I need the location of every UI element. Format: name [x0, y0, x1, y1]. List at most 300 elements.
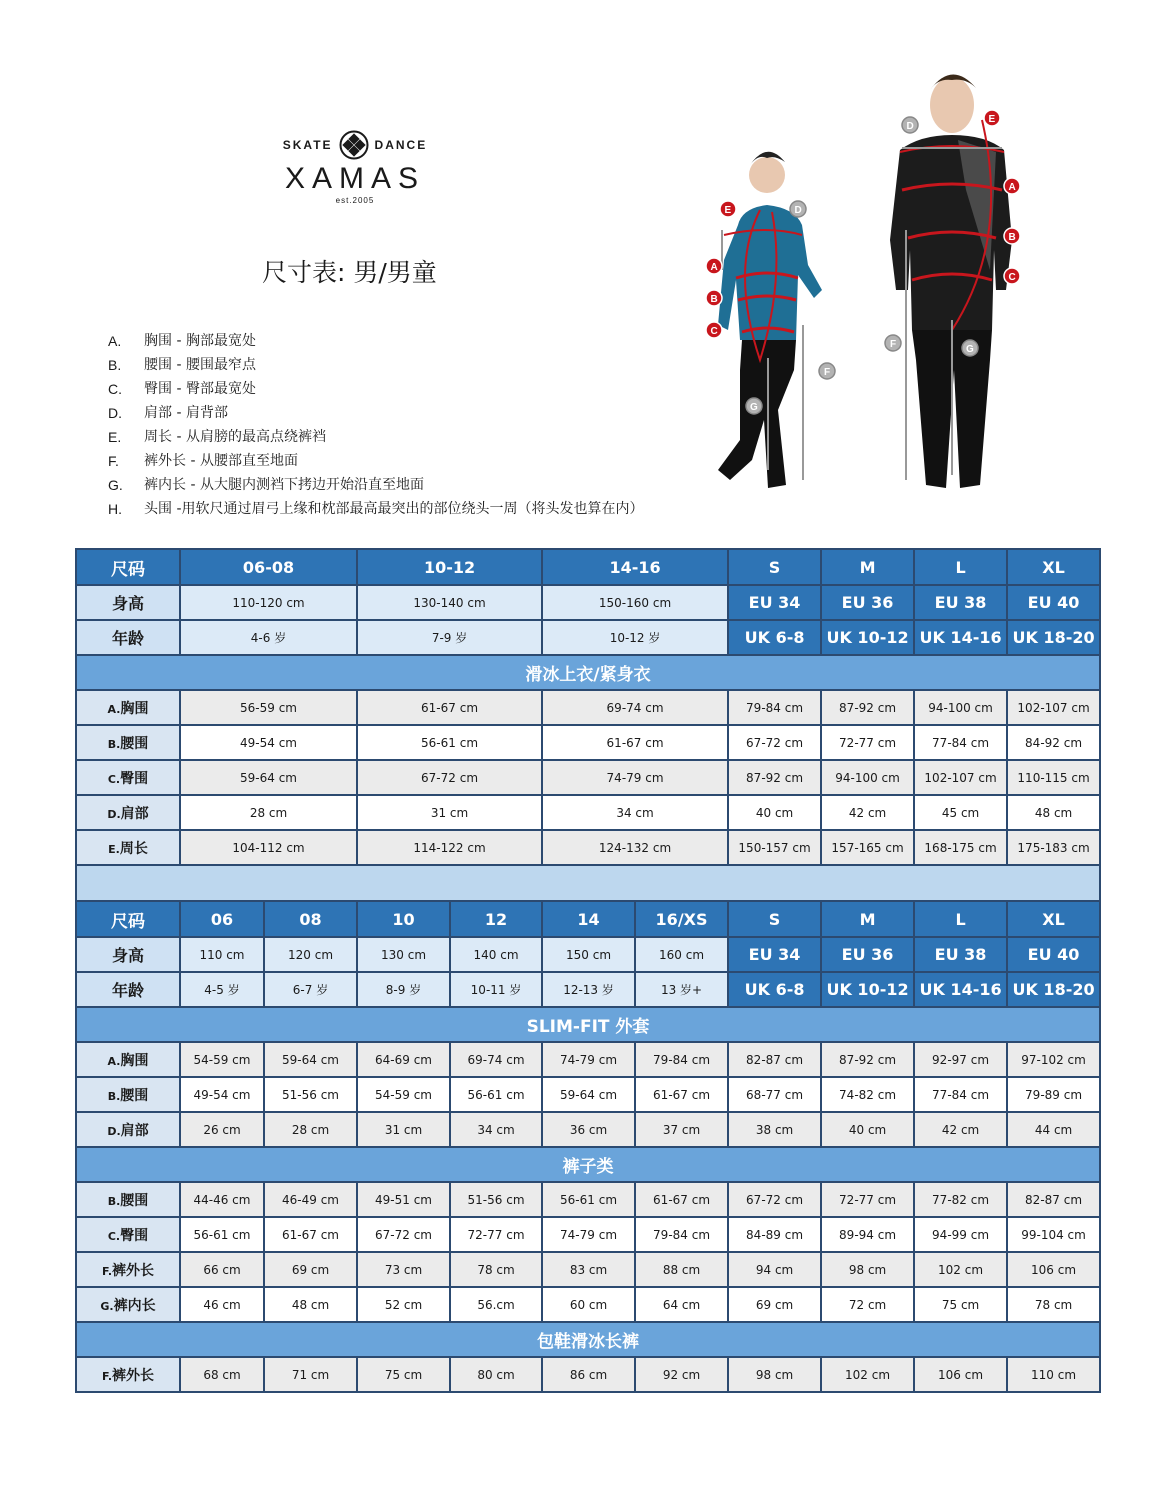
measurement-cell: 51-56 cm [264, 1077, 357, 1112]
marker-b-man [1004, 228, 1020, 244]
measurement-cell: 61-67 cm [264, 1217, 357, 1252]
legend-letter: A. [108, 333, 122, 349]
height-cell: EU 36 [821, 937, 914, 972]
age-cell: UK 14-16 [914, 972, 1007, 1007]
measurement-cell: 87-92 cm [821, 690, 914, 725]
measurement-cell: 31 cm [357, 1112, 450, 1147]
legend-item [108, 404, 644, 428]
measurement-cell: 37 cm [635, 1112, 728, 1147]
measurement-cell: 79-84 cm [635, 1217, 728, 1252]
svg-text:C: C [1008, 272, 1016, 283]
measurement-cell: 157-165 cm [821, 830, 914, 865]
row-label-text: 肩部 [120, 1122, 149, 1139]
svg-text:D: D [794, 205, 802, 216]
measurement-cell: 87-92 cm [728, 760, 821, 795]
height-cell: EU 40 [1007, 585, 1100, 620]
measurement-cell: 82-87 cm [1007, 1182, 1100, 1217]
measurement-cell: 59-64 cm [542, 1077, 635, 1112]
measurement-cell: 77-84 cm [914, 1077, 1007, 1112]
measurement-cell: 94-100 cm [914, 690, 1007, 725]
height-cell: 110 cm [180, 937, 264, 972]
measurement-cell: 54-59 cm [357, 1077, 450, 1112]
legend-text: 腰围 - 腰围最窄点 [144, 357, 256, 373]
row-label-prefix: D. [107, 1124, 121, 1138]
measurement-cell: 77-84 cm [914, 725, 1007, 760]
measurement-label-cell [76, 690, 180, 725]
height-cell: EU 38 [914, 937, 1007, 972]
age-cell: UK 10-12 [821, 620, 914, 655]
measurement-cell: 52 cm [357, 1287, 450, 1322]
measurement-cell: 110 cm [1007, 1357, 1100, 1392]
measurement-cell: 56-59 cm [180, 690, 357, 725]
row-label-text: 胸围 [120, 700, 149, 717]
measurement-cell: 110-115 cm [1007, 760, 1100, 795]
measurement-cell: 82-87 cm [728, 1042, 821, 1077]
table-row [76, 830, 1100, 865]
measurement-cell: 60 cm [542, 1287, 635, 1322]
row-label-prefix: A. [107, 702, 121, 716]
measurement-cell: 59-64 cm [264, 1042, 357, 1077]
measurement-cell: 66 cm [180, 1252, 264, 1287]
age-cell: 4-5 岁 [180, 972, 264, 1007]
row-label-text: 裤外长 [112, 1262, 155, 1279]
row-label-prefix: F. [101, 1264, 113, 1278]
marker-a-man [1004, 178, 1020, 194]
measurement-cell: 44 cm [1007, 1112, 1100, 1147]
measurement-cell: 38 cm [728, 1112, 821, 1147]
age-cell: 6-7 岁 [264, 972, 357, 1007]
measurement-label-cell [76, 1042, 180, 1077]
size-header-cell: 16/XS [635, 901, 728, 937]
measurement-cell: 98 cm [728, 1357, 821, 1392]
row-label-text: 胸围 [120, 1052, 149, 1069]
measurement-cell: 88 cm [635, 1252, 728, 1287]
height-label-cell: 身高 [76, 585, 180, 620]
measurement-cell: 28 cm [264, 1112, 357, 1147]
logo-name: XAMAS [284, 162, 426, 195]
measurement-cell: 168-175 cm [914, 830, 1007, 865]
measurement-cell: 54-59 cm [180, 1042, 264, 1077]
size-header-cell: 14-16 [542, 549, 728, 585]
measurement-cell: 86 cm [542, 1357, 635, 1392]
measurement-cell: 61-67 cm [635, 1182, 728, 1217]
age-cell: UK 6-8 [728, 620, 821, 655]
age-cell: 7-9 岁 [357, 620, 542, 655]
height-cell: EU 36 [821, 585, 914, 620]
measurement-cell: 69 cm [264, 1252, 357, 1287]
marker-e-man [984, 110, 1000, 126]
size-header-cell: L [914, 549, 1007, 585]
row-label-prefix: A. [107, 1054, 121, 1068]
svg-text:F: F [824, 367, 831, 378]
height-row [76, 585, 1100, 620]
size-header-cell: S [728, 901, 821, 937]
logo-word-dance: DANCE [374, 138, 428, 152]
svg-text:C: C [710, 326, 718, 337]
measurement-cell: 102 cm [821, 1357, 914, 1392]
measurement-cell: 45 cm [914, 795, 1007, 830]
measurement-cell: 40 cm [821, 1112, 914, 1147]
legend-letter: E. [108, 429, 122, 445]
height-cell: EU 38 [914, 585, 1007, 620]
section-title-cell: 包鞋滑冰长裤 [76, 1322, 1100, 1357]
height-cell: 150-160 cm [542, 585, 728, 620]
size-header-cell: M [821, 549, 914, 585]
section-title-cell: 滑冰上衣/紧身衣 [76, 655, 1100, 690]
measurement-label-cell [76, 1217, 180, 1252]
height-row [76, 937, 1100, 972]
age-cell: 4-6 岁 [180, 620, 357, 655]
age-cell: UK 14-16 [914, 620, 1007, 655]
marker-a-boy [706, 258, 722, 274]
measurement-label-cell [76, 1287, 180, 1322]
size-header-cell: XL [1007, 549, 1100, 585]
row-label-prefix: F. [101, 1369, 113, 1383]
svg-text:E: E [724, 205, 732, 216]
row-label-prefix: D. [107, 807, 121, 821]
measurement-cell: 31 cm [357, 795, 542, 830]
diamond-logo-icon [339, 130, 369, 160]
man-figure [890, 74, 1012, 488]
size-label-cell: 尺码 [76, 901, 180, 937]
legend-text: 头围 -用软尺通过眉弓上缘和枕部最高最突出的部位绕头一周（将头发也算在内） [144, 501, 644, 517]
page-title: 尺寸表: 男/男童 [262, 258, 437, 287]
size-header-cell: XL [1007, 901, 1100, 937]
measurement-cell: 98 cm [821, 1252, 914, 1287]
row-label-prefix: G. [100, 1299, 114, 1313]
measurement-cell: 84-89 cm [728, 1217, 821, 1252]
legend-text: 臀围 - 臀部最宽处 [144, 381, 256, 397]
svg-text:G: G [966, 344, 974, 355]
measurement-cell: 46 cm [180, 1287, 264, 1322]
measurement-cell: 46-49 cm [264, 1182, 357, 1217]
measurement-cell: 78 cm [1007, 1287, 1100, 1322]
legend-letter: B. [108, 357, 122, 373]
measurement-cell: 124-132 cm [542, 830, 728, 865]
measurement-cell: 34 cm [450, 1112, 542, 1147]
table-row [76, 690, 1100, 725]
row-label-prefix: B. [107, 1089, 121, 1103]
row-label-prefix: C. [107, 772, 121, 786]
measurement-cell: 87-92 cm [821, 1042, 914, 1077]
measurement-cell: 69-74 cm [542, 690, 728, 725]
marker-e-boy [720, 201, 736, 217]
measurement-cell: 102 cm [914, 1252, 1007, 1287]
height-cell: 150 cm [542, 937, 635, 972]
row-label-text: 裤内长 [113, 1297, 156, 1314]
measurement-cell: 77-82 cm [914, 1182, 1007, 1217]
height-label-cell: 身高 [76, 937, 180, 972]
svg-text:A: A [1008, 182, 1016, 193]
section-row [76, 1147, 1100, 1182]
age-cell: 10-11 岁 [450, 972, 542, 1007]
size-header-cell: 12 [450, 901, 542, 937]
measurement-cell: 67-72 cm [357, 760, 542, 795]
measurement-label-cell [76, 1077, 180, 1112]
measurement-cell: 64 cm [635, 1287, 728, 1322]
measurement-cell: 67-72 cm [728, 1182, 821, 1217]
measurement-cell: 40 cm [728, 795, 821, 830]
height-cell: 110-120 cm [180, 585, 357, 620]
measurement-label-cell [76, 1182, 180, 1217]
legend-item [108, 476, 644, 500]
measurement-cell: 42 cm [914, 1112, 1007, 1147]
section-row [76, 1322, 1100, 1357]
age-cell: UK 6-8 [728, 972, 821, 1007]
brand-logo [270, 130, 440, 205]
height-cell: 130-140 cm [357, 585, 542, 620]
row-label-text: 臀围 [120, 1227, 149, 1244]
height-cell: EU 40 [1007, 937, 1100, 972]
table-row [76, 1357, 1100, 1392]
measurement-cell: 56.cm [450, 1287, 542, 1322]
measurement-label-cell [76, 795, 180, 830]
table-row [76, 1287, 1100, 1322]
measurement-cell: 104-112 cm [180, 830, 357, 865]
marker-g-boy [746, 398, 762, 414]
svg-text:E: E [988, 114, 996, 125]
age-row [76, 620, 1100, 655]
size-header-cell: 10 [357, 901, 450, 937]
measurement-cell: 42 cm [821, 795, 914, 830]
measurement-cell: 26 cm [180, 1112, 264, 1147]
measurement-cell: 84-92 cm [1007, 725, 1100, 760]
measurement-cell: 56-61 cm [180, 1217, 264, 1252]
table-row [76, 1182, 1100, 1217]
size-header-cell: 06-08 [180, 549, 357, 585]
legend-letter: D. [108, 405, 122, 421]
row-label-prefix: C. [107, 1229, 121, 1243]
row-label-prefix: B. [107, 1194, 121, 1208]
height-cell: EU 34 [728, 937, 821, 972]
age-cell: UK 18-20 [1007, 620, 1100, 655]
row-label-text: 臀围 [120, 770, 149, 787]
table-row [76, 1217, 1100, 1252]
measurement-cell: 75 cm [914, 1287, 1007, 1322]
size-header-cell: 10-12 [357, 549, 542, 585]
age-cell: 10-12 岁 [542, 620, 728, 655]
age-cell: 8-9 岁 [357, 972, 450, 1007]
age-cell: 13 岁+ [635, 972, 728, 1007]
table-row [76, 1042, 1100, 1077]
marker-c-man [1004, 268, 1020, 284]
legend-letter: C. [108, 381, 122, 397]
measurement-cell: 36 cm [542, 1112, 635, 1147]
legend-item [108, 500, 644, 524]
marker-c-boy [706, 322, 722, 338]
table-row [76, 1077, 1100, 1112]
marker-d-boy [790, 201, 806, 217]
measurement-cell: 69 cm [728, 1287, 821, 1322]
svg-text:A: A [710, 262, 718, 273]
spacer-cell [76, 865, 1100, 901]
legend-text: 肩部 - 肩背部 [144, 405, 228, 421]
legend-letter: F. [108, 453, 119, 469]
measurement-cell: 49-51 cm [357, 1182, 450, 1217]
measurement-cell: 72 cm [821, 1287, 914, 1322]
age-cell: UK 18-20 [1007, 972, 1100, 1007]
measurement-cell: 44-46 cm [180, 1182, 264, 1217]
size-label-cell: 尺码 [76, 549, 180, 585]
age-cell: 12-13 岁 [542, 972, 635, 1007]
age-row [76, 972, 1100, 1007]
measurement-cell: 78 cm [450, 1252, 542, 1287]
legend-item [108, 452, 644, 476]
legend-item [108, 356, 644, 380]
measurement-cell: 74-79 cm [542, 760, 728, 795]
size-header-cell: 14 [542, 901, 635, 937]
row-label-text: 肩部 [120, 805, 149, 822]
measurement-cell: 49-54 cm [180, 1077, 264, 1112]
measurement-cell: 106 cm [914, 1357, 1007, 1392]
size-header-cell: S [728, 549, 821, 585]
measurement-cell: 74-79 cm [542, 1042, 635, 1077]
measurement-cell: 68-77 cm [728, 1077, 821, 1112]
measurement-cell: 56-61 cm [542, 1182, 635, 1217]
logo-established: est.2005 [335, 196, 375, 205]
legend-item [108, 332, 644, 356]
size-header-row [76, 549, 1100, 585]
measurement-cell: 94-99 cm [914, 1217, 1007, 1252]
marker-d-man [902, 117, 918, 133]
size-chart-table [75, 548, 1101, 1393]
marker-g-man [962, 340, 978, 356]
measurement-cell: 97-102 cm [1007, 1042, 1100, 1077]
measurement-cell: 94-100 cm [821, 760, 914, 795]
measurement-cell: 61-67 cm [542, 725, 728, 760]
measurement-cell: 83 cm [542, 1252, 635, 1287]
legend-letter: G. [108, 477, 123, 493]
height-cell: 120 cm [264, 937, 357, 972]
svg-text:F: F [890, 339, 897, 350]
measurement-cell: 56-61 cm [450, 1077, 542, 1112]
legend-text: 胸围 - 胸部最宽处 [144, 333, 256, 349]
measurement-cell: 56-61 cm [357, 725, 542, 760]
measurement-cell: 175-183 cm [1007, 830, 1100, 865]
measurement-cell: 72-77 cm [821, 1182, 914, 1217]
boy-figure [718, 152, 822, 488]
measurement-cell: 75 cm [357, 1357, 450, 1392]
table-row [76, 1252, 1100, 1287]
row-label-text: 裤外长 [112, 1367, 155, 1384]
measurement-cell: 89-94 cm [821, 1217, 914, 1252]
measurement-cell: 34 cm [542, 795, 728, 830]
measurement-cell: 73 cm [357, 1252, 450, 1287]
size-header-cell: M [821, 901, 914, 937]
measurement-cell: 79-84 cm [728, 690, 821, 725]
age-label-cell: 年龄 [76, 972, 180, 1007]
measurement-figures-illustration [690, 40, 1050, 510]
measurement-cell: 92 cm [635, 1357, 728, 1392]
table-row [76, 725, 1100, 760]
measurement-cell: 28 cm [180, 795, 357, 830]
measurement-cell: 61-67 cm [357, 690, 542, 725]
measurement-cell: 69-74 cm [450, 1042, 542, 1077]
height-cell: 140 cm [450, 937, 542, 972]
measurement-cell: 48 cm [1007, 795, 1100, 830]
marker-b-boy [706, 290, 722, 306]
measurement-legend [108, 332, 644, 524]
measurement-cell: 80 cm [450, 1357, 542, 1392]
measurement-cell: 49-54 cm [180, 725, 357, 760]
spacer-row [76, 865, 1100, 901]
table-row [76, 760, 1100, 795]
measurement-label-cell [76, 1357, 180, 1392]
measurement-label-cell [76, 1112, 180, 1147]
measurement-label-cell [76, 1252, 180, 1287]
row-label-text: 周长 [119, 840, 148, 857]
legend-text: 裤内长 - 从大腿内测裆下拷边开始沿直至地面 [144, 477, 424, 493]
measurement-cell: 79-84 cm [635, 1042, 728, 1077]
measurement-cell: 150-157 cm [728, 830, 821, 865]
section-row [76, 1007, 1100, 1042]
measurement-cell: 68 cm [180, 1357, 264, 1392]
svg-text:B: B [710, 294, 718, 305]
section-row-tops [76, 655, 1100, 690]
legend-text: 周长 - 从肩膀的最高点绕裤裆 [144, 429, 326, 445]
legend-text: 裤外长 - 从腰部直至地面 [144, 453, 298, 469]
legend-item [108, 380, 644, 404]
age-cell: UK 10-12 [821, 972, 914, 1007]
row-label-prefix: E. [108, 842, 120, 856]
measurement-cell: 61-67 cm [635, 1077, 728, 1112]
measurement-label-cell [76, 830, 180, 865]
measurement-cell: 72-77 cm [821, 725, 914, 760]
svg-text:B: B [1008, 232, 1016, 243]
marker-f-boy [819, 363, 835, 379]
svg-text:G: G [750, 402, 758, 413]
measurement-cell: 74-82 cm [821, 1077, 914, 1112]
measurement-cell: 51-56 cm [450, 1182, 542, 1217]
row-label-prefix: B. [107, 737, 121, 751]
svg-text:D: D [906, 121, 914, 132]
row-label-text: 腰围 [120, 735, 149, 752]
measurement-label-cell [76, 725, 180, 760]
legend-item [108, 428, 644, 452]
legend-letter: H. [108, 501, 122, 517]
measurement-cell: 64-69 cm [357, 1042, 450, 1077]
measurement-cell: 106 cm [1007, 1252, 1100, 1287]
row-label-text: 腰围 [120, 1192, 149, 1209]
row-label-text: 腰围 [120, 1087, 149, 1104]
measurement-cell: 67-72 cm [728, 725, 821, 760]
measurement-cell: 102-107 cm [1007, 690, 1100, 725]
measurement-cell: 94 cm [728, 1252, 821, 1287]
marker-f-man [885, 335, 901, 351]
age-label-cell: 年龄 [76, 620, 180, 655]
size-header-cell: 08 [264, 901, 357, 937]
height-cell: EU 34 [728, 585, 821, 620]
measurement-label-cell [76, 760, 180, 795]
size-header-cell: L [914, 901, 1007, 937]
measurement-cell: 48 cm [264, 1287, 357, 1322]
size-header-cell: 06 [180, 901, 264, 937]
section-title-cell: 裤子类 [76, 1147, 1100, 1182]
measurement-cell: 114-122 cm [357, 830, 542, 865]
measurement-cell: 74-79 cm [542, 1217, 635, 1252]
height-cell: 130 cm [357, 937, 450, 972]
measurement-cell: 67-72 cm [357, 1217, 450, 1252]
measurement-cell: 99-104 cm [1007, 1217, 1100, 1252]
size-header-row [76, 901, 1100, 937]
table-row [76, 1112, 1100, 1147]
measurement-cell: 72-77 cm [450, 1217, 542, 1252]
measurement-cell: 79-89 cm [1007, 1077, 1100, 1112]
section-title-cell: SLIM-FIT 外套 [76, 1007, 1100, 1042]
measurement-cell: 59-64 cm [180, 760, 357, 795]
height-cell: 160 cm [635, 937, 728, 972]
measurement-cell: 102-107 cm [914, 760, 1007, 795]
